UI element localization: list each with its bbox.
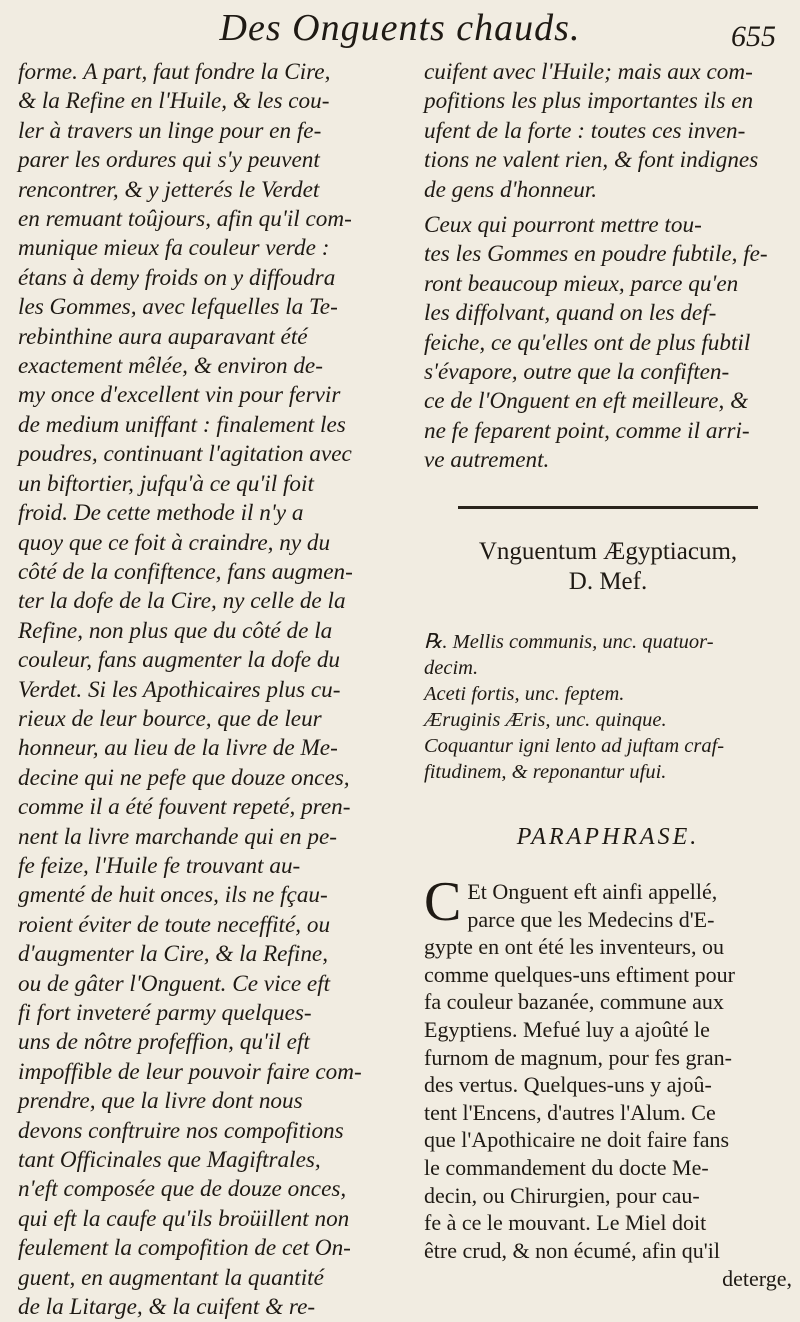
paraphrase-paragraph	[424, 871, 792, 1264]
text-line: Ceux qui pourront mettre tou-	[424, 212, 702, 239]
text-line: parer les ordures qui s'y peuvent	[18, 147, 320, 174]
text-line: rebinthine aura auparavant été	[18, 323, 308, 350]
text-line: être crud, & non écumé, afin qu'il	[424, 1237, 720, 1263]
text-line: forme. A part, faut fondre la Cire,	[18, 59, 331, 85]
text-line: côté de la confiftence, fans augmen-	[18, 558, 353, 585]
text-line: rencontrer, & y jetterés le Verdet	[18, 176, 320, 203]
recipe-line: fitudinem, & reponantur ufui.	[424, 760, 667, 783]
text-line: le commandement du docte Me-	[424, 1155, 709, 1181]
text-line: de la Litarge, & la cuifent & re-	[18, 1294, 316, 1321]
text-line: froid. De cette methode il n'y a	[18, 500, 304, 527]
recipe-author: D. Mef.	[568, 567, 648, 595]
text-line: ront beaucoup mieux, parce qu'en	[424, 270, 739, 297]
recipe-line: decim.	[424, 656, 479, 679]
continued-text	[424, 58, 792, 205]
running-head: Des Onguents chauds.	[219, 7, 581, 49]
text-line: cuifent avec l'Huile; mais aux com-	[424, 59, 753, 85]
text-line: comme il a été fouvent repeté, pren-	[18, 794, 351, 821]
text-line: ter la dofe de la Cire, ny celle de la	[18, 588, 346, 615]
gums-paragraph	[424, 211, 792, 476]
text-line: impoffible de leur pouvoir faire com-	[18, 1058, 362, 1085]
text-line: en remuant toûjours, afin qu'il com-	[18, 206, 352, 233]
text-line: s'évapore, outre que la confiften-	[424, 359, 730, 386]
recipe-line: Coquantur igni lento ad juftam craf-	[424, 734, 725, 757]
text-line: furnom de magnum, pour fes gran-	[424, 1044, 732, 1070]
text-line: tions ne valent rien, & font indignes	[424, 147, 759, 174]
text-line: ce de l'Onguent en eft meilleure, &	[424, 388, 749, 415]
text-line: uns de nôtre profeffion, qu'il eft	[18, 1029, 310, 1056]
right-column	[424, 58, 792, 1292]
text-line: Verdet. Si les Apothicaires plus cu-	[18, 676, 341, 703]
text-line: devons conftruire nos compofitions	[18, 1117, 344, 1144]
text-line: guent, en augmentant la quantité	[18, 1264, 324, 1291]
drop-cap: C	[424, 871, 462, 934]
text-line: d'augmenter la Cire, & la Refine,	[18, 941, 328, 968]
text-line: parce que les Medecins d'E-	[467, 906, 715, 932]
text-line: étans à demy froids on y diffoudra	[18, 264, 336, 291]
text-line: ler à travers un linge pour en fe-	[18, 117, 322, 144]
text-line: my once d'excellent vin pour fervir	[18, 382, 341, 409]
text-line: fe feize, l'Huile fe trouvant au-	[18, 852, 301, 879]
text-line: roient éviter de toute neceffité, ou	[18, 911, 331, 938]
text-line: comme quelques-uns eftiment pour	[424, 961, 735, 987]
text-line: des vertus. Quelques-uns y ajoû-	[424, 1072, 712, 1098]
recipe-ingredients	[424, 629, 792, 785]
recipe-title: Vnguentum Ægyptiacum,	[478, 537, 738, 565]
text-line: exactement mêlée, & environ de-	[18, 353, 323, 380]
text-line: Egyptiens. Mefué luy a ajoûté le	[424, 1017, 710, 1043]
text-line: munique mieux fa couleur verde :	[18, 235, 330, 262]
text-line: feulement la compofition de cet On-	[18, 1235, 351, 1262]
text-line: quoy que ce foit à craindre, ny du	[18, 529, 331, 556]
text-line: ufent de la forte : toutes ces inven-	[424, 117, 746, 144]
text-line: tent l'Encens, d'autres l'Alum. Ce	[424, 1099, 716, 1125]
text-line: ve autrement.	[424, 447, 550, 474]
text-line: les Gommes, avec lefquelles la Te-	[18, 294, 338, 321]
section-divider	[458, 506, 758, 509]
text-line: feiche, ce qu'elles ont de plus fubtil	[424, 329, 751, 356]
text-line: un biftortier, jufqu'à ce qu'il foit	[18, 470, 314, 497]
text-line: nent la livre marchande qui en pe-	[18, 823, 337, 850]
text-line: les diffolvant, quand on les def-	[424, 300, 717, 327]
text-line: ou de gâter l'Onguent. Ce vice eft	[18, 970, 331, 997]
text-line: fi fort inveteré parmy quelques-	[18, 1000, 312, 1026]
left-column	[18, 58, 410, 1322]
catchword: deterge,	[722, 1266, 792, 1292]
text-line: gmenté de huit onces, ils ne fçau-	[18, 882, 328, 909]
page-number: 655	[731, 20, 776, 53]
section-title: PARAPHRASE.	[516, 823, 700, 850]
text-line: honneur, au lieu de la livre de Me-	[18, 735, 338, 762]
text-line: ne fe feparent point, comme il arri-	[424, 417, 750, 444]
text-line: Et Onguent eft ainfi appellé,	[467, 879, 718, 905]
text-line: Refine, non plus que du côté de la	[18, 617, 333, 644]
text-line: tant Officinales que Magiftrales,	[18, 1147, 321, 1174]
text-line: fa couleur bazanée, commune aux	[424, 989, 724, 1015]
recipe-line: Aceti fortis, unc. feptem.	[424, 682, 625, 705]
text-line: de gens d'honneur.	[424, 176, 598, 203]
text-line: decin, ou Chirurgien, pour cau-	[424, 1182, 700, 1208]
text-line: de medium uniffant : finalement les	[18, 411, 346, 438]
text-line: rieux de leur bource, que de leur	[18, 705, 322, 732]
text-line: prendre, que la livre dont nous	[18, 1088, 303, 1115]
text-line: decine qui ne pefe que douze onces,	[18, 764, 350, 791]
text-line: poudres, continuant l'agitation avec	[18, 441, 352, 468]
recipe-line: Æruginis Æris, unc. quinque.	[424, 708, 667, 731]
text-line: fe à ce le mouvant. Le Miel doit	[424, 1210, 707, 1236]
paraphrase-lines	[424, 871, 792, 1264]
text-line: pofitions les plus importantes ils en	[424, 88, 754, 115]
text-line: tes les Gommes en poudre fubtile, fe-	[424, 241, 768, 268]
text-line: que l'Apothicaire ne doit faire fans	[424, 1127, 730, 1153]
text-line: couleur, fans augmenter la dofe du	[18, 647, 341, 674]
text-line: n'eft composée que de douze onces,	[18, 1176, 347, 1203]
recipe-line: ℞. Mellis communis, unc. quatuor-	[424, 630, 714, 653]
text-line: & la Refine en l'Huile, & les cou-	[18, 88, 330, 115]
text-line: qui eft la caufe qu'ils broüillent non	[18, 1205, 350, 1232]
text-line: gypte en ont été les inventeurs, ou	[424, 934, 724, 960]
